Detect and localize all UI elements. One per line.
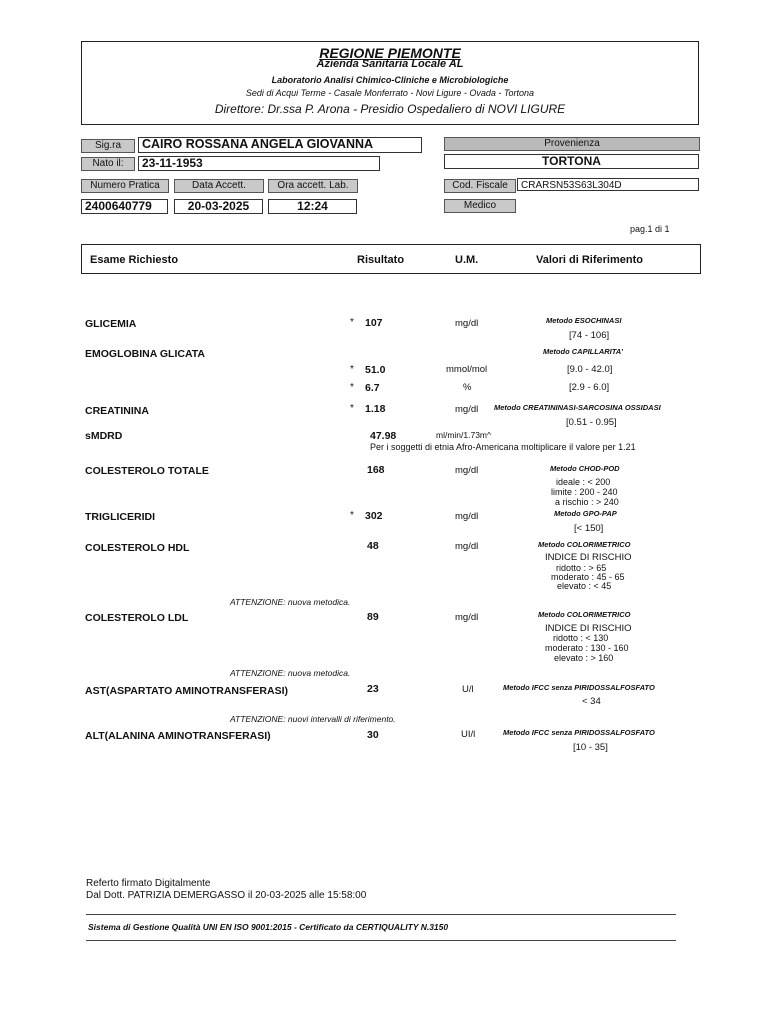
ldl-elevato: elevato : > 160 bbox=[554, 653, 614, 663]
ref-ast: < 34 bbox=[582, 696, 601, 707]
provenienza-value: TORTONA bbox=[444, 154, 699, 169]
um-smdrd: ml/min/1.73m^ bbox=[436, 430, 492, 440]
metodo-alt: Metodo IFCC senza PIRIDOSSALFOSFATO bbox=[503, 728, 655, 737]
exam-hdl: COLESTEROLO HDL bbox=[85, 542, 190, 554]
cod-fiscale-label: Cod. Fiscale bbox=[444, 179, 516, 193]
ora-accett-value: 12:24 bbox=[268, 199, 357, 214]
metodo-hdl: Metodo COLORIMETRICO bbox=[538, 540, 631, 549]
note-smdrd: Per i soggetti di etnia Afro-Americana moltiplicare il valore per 1.21 bbox=[370, 442, 636, 452]
exam-alt: ALT(ALANINA AMINOTRANSFERASI) bbox=[85, 730, 271, 742]
ref-creatinina: [0.51 - 0.95] bbox=[566, 417, 617, 428]
ref-glicemia: [74 - 106] bbox=[569, 330, 610, 341]
ref-alt: [10 - 35] bbox=[573, 742, 608, 753]
exam-creatinina: CREATININA bbox=[85, 405, 149, 417]
value-hdl: 48 bbox=[367, 540, 379, 552]
exam-trigliceridi: TRIGLICERIDI bbox=[85, 511, 155, 523]
medico-label: Medico bbox=[444, 199, 516, 213]
azienda-title: Azienda Sanitaria Locale AL bbox=[316, 58, 464, 70]
exam-hba1c: EMOGLOBINA GLICATA bbox=[85, 348, 205, 360]
um-glicemia: mg/dl bbox=[455, 318, 479, 329]
exam-glicemia: GLICEMIA bbox=[85, 318, 137, 330]
ldl-ridotto: ridotto : < 130 bbox=[553, 633, 609, 643]
ldl-moderato: moderato : 130 - 160 bbox=[545, 643, 629, 653]
um-ast: U/l bbox=[462, 684, 474, 695]
metodo-trigliceridi: Metodo GPO-PAP bbox=[554, 509, 617, 518]
value-glicemia: 107 bbox=[365, 317, 383, 329]
metodo-creatinina: Metodo CREATININASI-SARCOSINA OSSIDASI bbox=[494, 403, 661, 412]
ora-accett-label: Ora accett. Lab. bbox=[268, 179, 358, 193]
col-valori: Valori di Riferimento bbox=[536, 254, 643, 266]
data-accett-label: Data Accett. bbox=[174, 179, 264, 193]
flag-hba1c-1: * bbox=[350, 364, 354, 375]
signature-line-1: Referto firmato Digitalmente bbox=[86, 878, 211, 889]
ref-colesterolo-rischio: a rischio : > 240 bbox=[555, 497, 619, 507]
metodo-ast: Metodo IFCC senza PIRIDOSSALFOSFATO bbox=[503, 683, 655, 692]
nato-label: Nato il: bbox=[81, 157, 135, 171]
cod-fiscale-value: CRARSN53S63L304D bbox=[517, 178, 699, 191]
um-alt: UI/l bbox=[461, 729, 476, 740]
um-creatinina: mg/dl bbox=[455, 404, 479, 415]
quality-statement: Sistema di Gestione Qualità UNI EN ISO 9001:2015 - Certificato da CERTIQUALITY N.3150 bbox=[88, 922, 449, 932]
ref-colesterolo-limite: limite : 200 - 240 bbox=[551, 487, 618, 497]
numero-pratica-value: 2400640779 bbox=[81, 199, 168, 214]
sig-label: Sig.ra bbox=[81, 139, 135, 153]
value-ldl: 89 bbox=[367, 611, 379, 623]
ref-trigliceridi: [< 150] bbox=[574, 523, 604, 534]
flag-trigliceridi: * bbox=[350, 510, 354, 521]
value-alt: 30 bbox=[367, 729, 379, 741]
hdl-moderato: moderato : 45 - 65 bbox=[551, 572, 625, 582]
um-hdl: mg/dl bbox=[455, 541, 479, 552]
footer-divider-bottom bbox=[86, 940, 676, 941]
value-hba1c-pct: 6.7 bbox=[365, 382, 380, 394]
numero-pratica-label: Numero Pratica bbox=[81, 179, 169, 193]
footer-divider-top bbox=[86, 914, 676, 915]
flag-creatinina: * bbox=[350, 403, 354, 414]
direttore-line: Direttore: Dr.ssa P. Arona - Presidio Ospedaliero di NOVI LIGURE bbox=[214, 102, 566, 116]
note-ast: ATTENZIONE: nuovi intervalli di riferimento. bbox=[230, 714, 396, 724]
indice-ldl: INDICE DI RISCHIO bbox=[545, 623, 632, 634]
metodo-glicemia: Metodo ESOCHINASI bbox=[546, 316, 622, 325]
flag-hba1c-2: * bbox=[350, 382, 354, 393]
metodo-hba1c: Metodo CAPILLARITA' bbox=[543, 347, 623, 356]
hdl-elevato: elevato : < 45 bbox=[557, 581, 612, 591]
note-ldl: ATTENZIONE: nuova metodica. bbox=[230, 668, 351, 678]
patient-name: CAIRO ROSSANA ANGELA GIOVANNA bbox=[138, 137, 422, 153]
ref-hba1c-pct: [2.9 - 6.0] bbox=[569, 382, 610, 393]
value-creatinina: 1.18 bbox=[365, 403, 386, 415]
data-accett-value: 20-03-2025 bbox=[174, 199, 263, 214]
exam-colesterolo-totale: COLESTEROLO TOTALE bbox=[85, 465, 209, 477]
um-colesterolo-totale: mg/dl bbox=[455, 465, 479, 476]
col-um: U.M. bbox=[455, 254, 479, 266]
um-trigliceridi: mg/dl bbox=[455, 511, 479, 522]
signature-line-2: Dal Dott. PATRIZIA DEMERGASSO il 20-03-2025 alle 15:58:00 bbox=[86, 890, 367, 901]
page-number: pag.1 di 1 bbox=[630, 224, 670, 234]
exam-ast: AST(ASPARTATO AMINOTRANSFERASI) bbox=[85, 685, 288, 697]
flag-glicemia: * bbox=[350, 317, 354, 328]
value-trigliceridi: 302 bbox=[365, 510, 383, 522]
metodo-ldl: Metodo COLORIMETRICO bbox=[538, 610, 631, 619]
exam-ldl: COLESTEROLO LDL bbox=[85, 612, 189, 624]
provenienza-label: Provenienza bbox=[444, 137, 700, 151]
hdl-ridotto: ridotto : > 65 bbox=[556, 563, 607, 573]
region-title: REGIONE PIEMONTE bbox=[319, 45, 461, 61]
ref-hba1c-mmol: [9.0 - 42.0] bbox=[567, 364, 613, 375]
note-hdl: ATTENZIONE: nuova metodica. bbox=[230, 597, 351, 607]
birth-date: 23-11-1953 bbox=[138, 156, 380, 171]
sedi-line: Sedi di Acqui Terme - Casale Monferrato - Novi Ligure - Ovada - Tortona bbox=[245, 88, 535, 98]
um-hba1c-pct: % bbox=[463, 382, 472, 393]
value-colesterolo-totale: 168 bbox=[367, 464, 385, 476]
col-risultato: Risultato bbox=[357, 254, 405, 266]
value-hba1c-mmol: 51.0 bbox=[365, 364, 386, 376]
ref-colesterolo-ideale: ideale : < 200 bbox=[556, 477, 611, 487]
um-hba1c-mmol: mmol/mol bbox=[446, 364, 488, 375]
indice-hdl: INDICE DI RISCHIO bbox=[545, 552, 632, 563]
um-ldl: mg/dl bbox=[455, 612, 479, 623]
laboratorio-title: Laboratorio Analisi Chimico-Cliniche e Microbiologiche bbox=[271, 75, 509, 85]
value-smdrd: 47.98 bbox=[370, 430, 397, 442]
value-ast: 23 bbox=[367, 683, 379, 695]
metodo-colesterolo-totale: Metodo CHOD-POD bbox=[550, 464, 620, 473]
exam-smdrd: sMDRD bbox=[85, 430, 123, 442]
col-esame: Esame Richiesto bbox=[90, 254, 179, 266]
